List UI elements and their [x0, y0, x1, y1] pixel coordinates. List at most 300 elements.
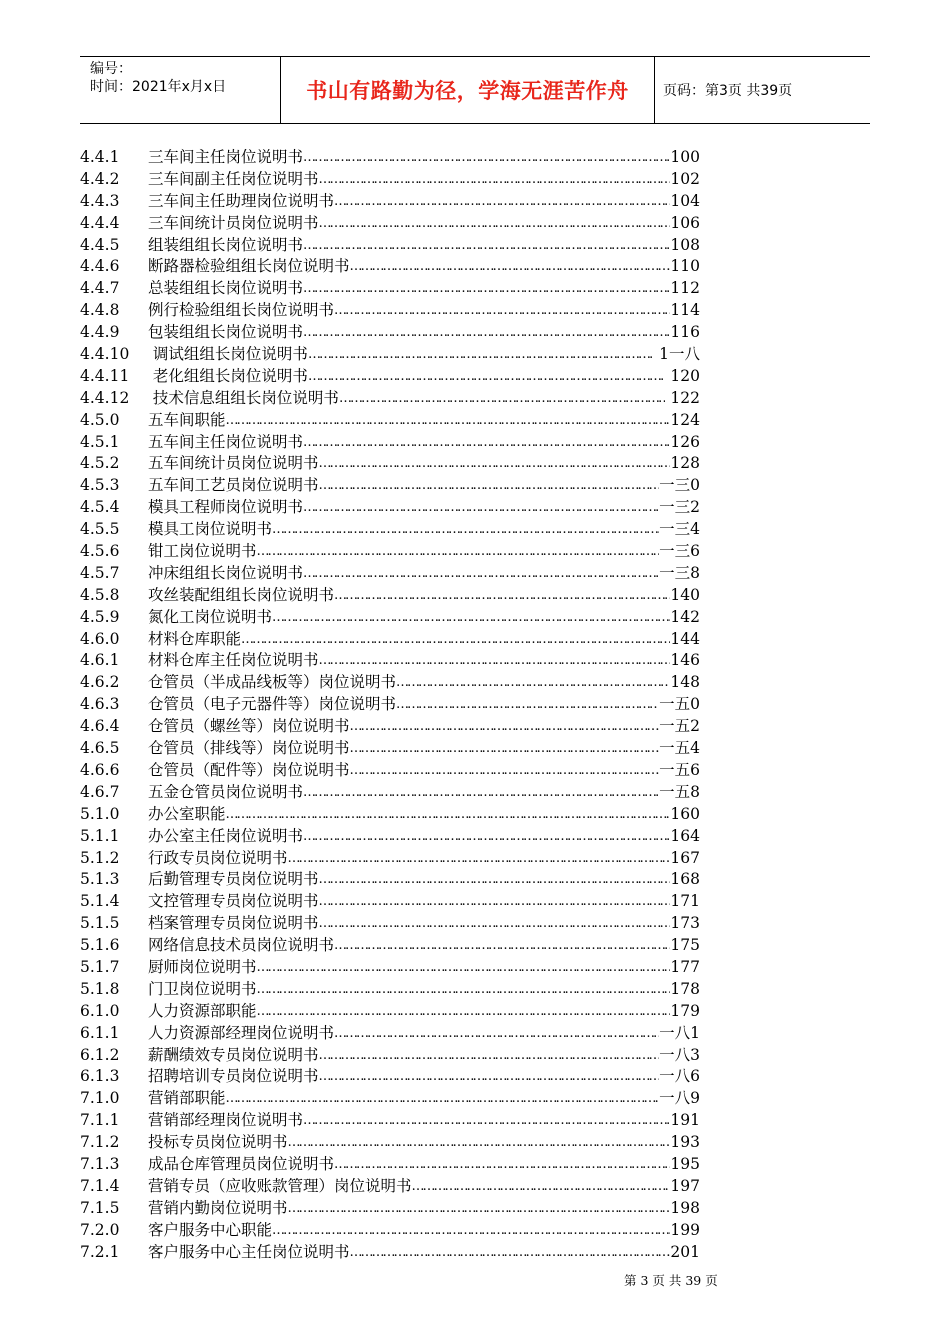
toc-entry-number: 5.1.5 — [80, 914, 120, 933]
toc-entry — [80, 738, 780, 760]
toc-entry-number: 4.4.3 — [80, 191, 120, 210]
toc-entry-page: 一五8 — [659, 782, 700, 801]
toc-entry-title: 调试组组长岗位说明书 — [148, 345, 308, 364]
toc-entry — [80, 607, 780, 629]
toc-entry-number: 4.6.0 — [80, 629, 120, 648]
toc-entry-title: 人力资源部职能 — [148, 1001, 257, 1020]
toc-entry-number: 4.4.8 — [80, 301, 120, 320]
toc-entry-page: 108 — [670, 235, 700, 254]
page-footer: 第 3 页 共 39 页 — [624, 1273, 718, 1288]
toc-entry-number: 7.1.4 — [80, 1176, 120, 1195]
toc-leader-dots — [319, 453, 671, 475]
toc-leader-dots — [303, 563, 659, 585]
toc-entry-body — [148, 322, 700, 344]
toc-entry-body — [148, 957, 700, 979]
toc-entry-page: 一五2 — [659, 717, 700, 736]
toc-entry-title: 氮化工岗位说明书 — [148, 607, 273, 626]
toc-entry-page: 140 — [670, 585, 700, 604]
toc-entry — [80, 541, 780, 563]
toc-entry — [80, 1198, 780, 1220]
serial-label: 编号： — [90, 61, 132, 77]
toc-leader-dots — [303, 497, 659, 519]
toc-leader-dots — [334, 585, 670, 607]
toc-entry — [80, 979, 780, 1001]
toc-leader-dots — [303, 235, 670, 257]
toc-entry-title: 厨师岗位说明书 — [148, 957, 257, 976]
toc-entry-number: 4.5.1 — [80, 432, 120, 451]
toc-entry-title: 技术信息组组长岗位说明书 — [148, 388, 339, 407]
toc-entry-page: 120 — [665, 366, 700, 385]
toc-entry-title: 仓管员（螺丝等）岗位说明书 — [148, 717, 350, 736]
toc-entry-page: 173 — [670, 914, 700, 933]
toc-entry-number: 4.4.1 — [80, 148, 120, 166]
toc-leader-dots — [272, 607, 670, 629]
toc-entry-page: 201 — [670, 1242, 700, 1261]
toc-entry-page: 一五6 — [659, 760, 700, 779]
table-of-contents — [80, 147, 780, 1263]
toc-leader-dots — [226, 804, 671, 826]
toc-entry-number: 5.1.7 — [80, 957, 120, 976]
toc-leader-dots — [303, 1110, 670, 1132]
toc-entry-page: 177 — [670, 957, 700, 976]
toc-entry-body — [148, 563, 700, 585]
toc-entry-body — [148, 672, 700, 694]
toc-entry-number: 4.5.2 — [80, 454, 120, 473]
toc-leader-dots — [226, 1088, 660, 1110]
toc-entry-title: 攻丝装配组组长岗位说明书 — [148, 585, 335, 604]
toc-entry-title: 五金仓管员岗位说明书 — [148, 782, 304, 801]
toc-leader-dots — [319, 1045, 660, 1067]
toc-entry-number: 4.5.8 — [80, 585, 120, 604]
toc-entry-body — [148, 1154, 700, 1176]
toc-leader-dots — [257, 957, 671, 979]
toc-entry-body — [148, 694, 700, 716]
toc-entry-body — [148, 1088, 700, 1110]
toc-entry-title: 文控管理专员岗位说明书 — [148, 892, 319, 911]
toc-entry-page: 124 — [670, 410, 700, 429]
toc-entry-title: 例行检验组组长岗位说明书 — [148, 301, 335, 320]
toc-entry-number: 6.1.0 — [80, 1001, 120, 1020]
toc-entry-body — [148, 585, 700, 607]
toc-leader-dots — [319, 213, 671, 235]
toc-entry-body — [148, 650, 700, 672]
toc-leader-dots — [319, 913, 671, 935]
toc-entry — [80, 1176, 780, 1198]
toc-entry-body — [148, 213, 700, 235]
toc-entry-page: 175 — [670, 936, 700, 955]
toc-entry-title: 包装组组长岗位说明书 — [148, 323, 304, 342]
toc-entry — [80, 519, 780, 541]
toc-entry-page: 一三0 — [659, 476, 700, 495]
toc-entry — [80, 1110, 780, 1132]
toc-entry-title: 材料仓库职能 — [148, 629, 242, 648]
toc-entry-page: 178 — [670, 979, 700, 998]
toc-leader-dots — [288, 1198, 671, 1220]
toc-leader-dots — [350, 760, 660, 782]
toc-entry-page: 128 — [670, 454, 700, 473]
toc-entry-number: 4.4.2 — [80, 169, 120, 188]
toc-entry-page: 198 — [670, 1198, 700, 1217]
toc-leader-dots — [319, 650, 671, 672]
toc-entry-page: 102 — [670, 169, 700, 188]
toc-entry-page: 146 — [670, 651, 700, 670]
toc-entry-number: 4.5.3 — [80, 476, 120, 495]
header-motto-cell — [280, 57, 655, 123]
toc-entry-body — [148, 607, 700, 629]
toc-entry-page: 142 — [670, 607, 700, 626]
toc-entry — [80, 278, 780, 300]
toc-leader-dots — [257, 1001, 671, 1023]
toc-entry-page: 114 — [670, 301, 700, 320]
toc-entry — [80, 300, 780, 322]
toc-entry-title: 办公室职能 — [148, 804, 226, 823]
toc-entry-body — [148, 235, 700, 257]
toc-entry — [80, 672, 780, 694]
toc-entry-number: 7.1.2 — [80, 1133, 120, 1152]
toc-entry-title: 成品仓库管理员岗位说明书 — [148, 1154, 335, 1173]
toc-entry — [80, 1154, 780, 1176]
toc-entry-number: 5.1.1 — [80, 826, 120, 845]
header-meta — [80, 57, 280, 123]
toc-entry-number: 4.4.4 — [80, 213, 120, 232]
toc-entry-title: 网络信息技术员岗位说明书 — [148, 936, 335, 955]
toc-entry-title: 模具工岗位说明书 — [148, 520, 273, 539]
toc-leader-dots — [350, 738, 660, 760]
toc-entry-title: 营销专员（应收账款管理）岗位说明书 — [148, 1176, 412, 1195]
toc-entry-title: 客户服务中心职能 — [148, 1220, 273, 1239]
toc-leader-dots — [334, 191, 670, 213]
toc-leader-dots — [272, 519, 659, 541]
toc-entry-number: 4.5.5 — [80, 520, 120, 539]
toc-entry — [80, 891, 780, 913]
toc-entry — [80, 826, 780, 848]
toc-entry-body — [148, 1220, 700, 1242]
toc-entry-page: 197 — [670, 1176, 700, 1195]
toc-leader-dots — [319, 475, 660, 497]
toc-entry-title: 办公室主任岗位说明书 — [148, 826, 304, 845]
toc-entry-body — [148, 869, 700, 891]
toc-entry-title: 模具工程师岗位说明书 — [148, 498, 304, 517]
toc-entry-page: 179 — [670, 1001, 700, 1020]
toc-leader-dots — [272, 1220, 670, 1242]
toc-entry-number: 4.5.4 — [80, 498, 120, 517]
toc-leader-dots — [350, 256, 671, 278]
toc-entry-title: 五车间主任岗位说明书 — [148, 432, 304, 451]
toc-entry-title: 投标专员岗位说明书 — [148, 1133, 288, 1152]
toc-entry-body — [148, 410, 700, 432]
toc-entry-body — [148, 1132, 700, 1154]
toc-entry-title: 冲床组组长岗位说明书 — [148, 563, 304, 582]
toc-entry-title: 三车间副主任岗位说明书 — [148, 169, 319, 188]
toc-entry-body — [148, 782, 700, 804]
toc-leader-dots — [241, 629, 670, 651]
toc-entry-page: 148 — [670, 673, 700, 692]
toc-entry-body — [148, 432, 700, 454]
toc-entry — [80, 1023, 780, 1045]
toc-entry-title: 仓管员（半成品线板等）岗位说明书 — [148, 673, 397, 692]
toc-entry-page: 一八1 — [659, 1023, 700, 1042]
toc-entry-page: 144 — [670, 629, 700, 648]
toc-entry-body — [148, 300, 700, 322]
toc-entry-title: 营销部经理岗位说明书 — [148, 1111, 304, 1130]
toc-entry-number: 4.6.2 — [80, 673, 120, 692]
toc-entry — [80, 1242, 780, 1264]
toc-leader-dots — [412, 1176, 671, 1198]
toc-entry-title: 材料仓库主任岗位说明书 — [148, 651, 319, 670]
toc-entry-body — [148, 1023, 700, 1045]
toc-leader-dots — [350, 716, 660, 738]
toc-entry-title: 营销部职能 — [148, 1089, 226, 1108]
toc-entry — [80, 1220, 780, 1242]
toc-entry — [80, 585, 780, 607]
toc-entry-title: 仓管员（电子元器件等）岗位说明书 — [148, 695, 397, 714]
toc-entry-number: 6.1.2 — [80, 1045, 120, 1064]
toc-entry — [80, 935, 780, 957]
toc-entry-body — [148, 1066, 700, 1088]
toc-entry-number: 4.6.5 — [80, 739, 120, 758]
toc-entry-number: 4.5.6 — [80, 542, 120, 561]
toc-entry-body — [148, 629, 700, 651]
toc-entry-number: 7.2.0 — [80, 1220, 120, 1239]
toc-entry — [80, 410, 780, 432]
toc-entry-number: 4.6.1 — [80, 651, 120, 670]
toc-entry-title: 招聘培训专员岗位说明书 — [148, 1067, 319, 1086]
toc-entry-body — [148, 891, 700, 913]
toc-entry — [80, 760, 780, 782]
toc-leader-dots — [288, 848, 671, 870]
toc-entry-body — [148, 344, 700, 366]
toc-entry-body — [148, 191, 700, 213]
toc-entry-page: 106 — [670, 213, 700, 232]
toc-entry-page: 一八9 — [659, 1089, 700, 1108]
toc-entry-number: 7.2.1 — [80, 1242, 120, 1261]
toc-leader-dots — [334, 935, 670, 957]
toc-entry-body — [148, 147, 700, 169]
toc-entry-page: 193 — [670, 1133, 700, 1152]
toc-entry-title: 客户服务中心主任岗位说明书 — [148, 1242, 350, 1261]
toc-entry-number: 4.6.7 — [80, 782, 120, 801]
toc-entry-page: 一八6 — [659, 1067, 700, 1086]
toc-entry-title: 薪酬绩效专员岗位说明书 — [148, 1045, 319, 1064]
toc-entry — [80, 388, 780, 410]
toc-leader-dots — [339, 388, 666, 410]
toc-entry-body — [148, 388, 700, 410]
toc-entry-body — [148, 169, 700, 191]
toc-entry — [80, 191, 780, 213]
toc-entry-title: 钳工岗位说明书 — [148, 542, 257, 561]
toc-entry-title: 五车间统计员岗位说明书 — [148, 454, 319, 473]
toc-leader-dots — [226, 410, 671, 432]
toc-entry-number: 5.1.3 — [80, 870, 120, 889]
toc-entry — [80, 848, 780, 870]
toc-entry-page: 1一八 — [654, 345, 700, 364]
toc-entry-body — [148, 826, 700, 848]
toc-entry-page: 一八3 — [659, 1045, 700, 1064]
toc-entry-body — [148, 278, 700, 300]
toc-entry-body — [148, 716, 700, 738]
toc-entry-title: 三车间主任岗位说明书 — [148, 148, 304, 166]
toc-leader-dots — [303, 782, 659, 804]
toc-leader-dots — [303, 278, 670, 300]
toc-entry-body — [148, 1176, 700, 1198]
toc-entry-number: 4.6.3 — [80, 695, 120, 714]
toc-entry-page: 一五0 — [659, 695, 700, 714]
toc-entry-body — [148, 1198, 700, 1220]
header-page-info: 页码：第3页 共39页 — [663, 83, 793, 99]
toc-entry-page: 116 — [670, 323, 700, 342]
toc-entry — [80, 213, 780, 235]
toc-entry-page: 110 — [670, 257, 700, 276]
toc-entry-page: 一三4 — [659, 520, 700, 539]
toc-entry-number: 4.5.0 — [80, 410, 120, 429]
toc-entry-number: 4.4.7 — [80, 279, 120, 298]
toc-entry-page: 112 — [670, 279, 700, 298]
toc-entry-title: 仓管员（排线等）岗位说明书 — [148, 739, 350, 758]
toc-entry — [80, 169, 780, 191]
toc-entry-page: 122 — [665, 388, 700, 407]
toc-entry — [80, 453, 780, 475]
toc-leader-dots — [396, 672, 670, 694]
page-header — [80, 56, 870, 124]
time-label: 时间：2021年x月x日 — [90, 79, 227, 95]
toc-entry-number: 4.4.12 — [80, 388, 130, 407]
toc-entry — [80, 497, 780, 519]
toc-entry-page: 104 — [670, 191, 700, 210]
toc-entry — [80, 629, 780, 651]
header-page-info-cell — [655, 57, 870, 123]
toc-entry-body — [148, 366, 700, 388]
toc-entry-number: 7.1.3 — [80, 1154, 120, 1173]
toc-entry-number: 4.4.5 — [80, 235, 120, 254]
toc-entry-body — [148, 1110, 700, 1132]
toc-leader-dots — [257, 979, 671, 1001]
toc-entry-body — [148, 256, 700, 278]
toc-entry-number: 4.5.9 — [80, 607, 120, 626]
toc-entry-number: 7.1.5 — [80, 1198, 120, 1217]
toc-entry — [80, 432, 780, 454]
toc-entry-body — [148, 979, 700, 1001]
toc-entry-page: 168 — [670, 870, 700, 889]
toc-entry-title: 门卫岗位说明书 — [148, 979, 257, 998]
toc-entry-body — [148, 475, 700, 497]
toc-entry-title: 仓管员（配件等）岗位说明书 — [148, 760, 350, 779]
toc-entry-number: 4.4.6 — [80, 257, 120, 276]
toc-entry-title: 营销内勤岗位说明书 — [148, 1198, 288, 1217]
toc-entry-body — [148, 738, 700, 760]
toc-entry-number: 4.6.4 — [80, 717, 120, 736]
toc-entry-page: 167 — [670, 848, 700, 867]
toc-entry — [80, 322, 780, 344]
toc-entry-body — [148, 541, 700, 563]
toc-entry — [80, 957, 780, 979]
toc-leader-dots — [334, 1154, 670, 1176]
toc-entry — [80, 475, 780, 497]
toc-entry — [80, 782, 780, 804]
toc-entry-body — [148, 1045, 700, 1067]
toc-leader-dots — [303, 322, 670, 344]
toc-entry-title: 行政专员岗位说明书 — [148, 848, 288, 867]
toc-entry-body — [148, 913, 700, 935]
toc-entry-body — [148, 453, 700, 475]
toc-entry-title: 后勤管理专员岗位说明书 — [148, 870, 319, 889]
toc-entry-number: 7.1.0 — [80, 1089, 120, 1108]
toc-leader-dots — [308, 344, 654, 366]
toc-entry — [80, 563, 780, 585]
toc-leader-dots — [303, 432, 670, 454]
toc-entry-title: 断路器检验组组长岗位说明书 — [148, 257, 350, 276]
toc-entry-page: 199 — [670, 1220, 700, 1239]
toc-entry-body — [148, 935, 700, 957]
toc-leader-dots — [319, 1066, 660, 1088]
toc-entry-title: 档案管理专员岗位说明书 — [148, 914, 319, 933]
toc-entry-page: 171 — [670, 892, 700, 911]
toc-entry-number: 4.5.7 — [80, 563, 120, 582]
toc-entry-page: 160 — [670, 804, 700, 823]
toc-entry-page: 一三2 — [659, 498, 700, 517]
toc-entry-page: 一三6 — [659, 542, 700, 561]
toc-entry — [80, 344, 780, 366]
toc-entry-page: 100 — [670, 148, 700, 166]
toc-entry-title: 五车间工艺员岗位说明书 — [148, 476, 319, 495]
toc-entry-number: 4.4.9 — [80, 323, 120, 342]
toc-entry-body — [148, 519, 700, 541]
toc-entry — [80, 1045, 780, 1067]
toc-entry — [80, 716, 780, 738]
toc-entry-title: 组装组组长岗位说明书 — [148, 235, 304, 254]
toc-entry-title: 三车间主任助理岗位说明书 — [148, 191, 335, 210]
toc-leader-dots — [350, 1242, 671, 1264]
toc-entry — [80, 1088, 780, 1110]
toc-entry-title: 三车间统计员岗位说明书 — [148, 213, 319, 232]
toc-entry-page: 195 — [670, 1154, 700, 1173]
toc-entry-number: 7.1.1 — [80, 1111, 120, 1130]
toc-entry — [80, 869, 780, 891]
toc-entry-title: 总装组组长岗位说明书 — [148, 279, 304, 298]
toc-entry-title: 人力资源部经理岗位说明书 — [148, 1023, 335, 1042]
toc-leader-dots — [396, 694, 659, 716]
toc-entry-number: 5.1.2 — [80, 848, 120, 867]
toc-leader-dots — [308, 366, 666, 388]
toc-entry-body — [148, 760, 700, 782]
toc-leader-dots — [319, 869, 671, 891]
toc-entry — [80, 804, 780, 826]
toc-entry-title: 老化组组长岗位说明书 — [148, 366, 308, 385]
toc-leader-dots — [334, 1023, 659, 1045]
toc-entry-number: 5.1.6 — [80, 936, 120, 955]
toc-entry — [80, 1066, 780, 1088]
toc-entry — [80, 694, 780, 716]
toc-leader-dots — [319, 169, 671, 191]
toc-entry-body — [148, 804, 700, 826]
toc-entry — [80, 1132, 780, 1154]
toc-leader-dots — [334, 300, 670, 322]
toc-entry-title: 五车间职能 — [148, 410, 226, 429]
toc-entry-page: 一五4 — [659, 739, 700, 758]
toc-entry-body — [148, 848, 700, 870]
toc-entry-number: 4.4.10 — [80, 345, 130, 364]
toc-entry-number: 5.1.0 — [80, 804, 120, 823]
toc-entry-number: 6.1.1 — [80, 1023, 120, 1042]
toc-leader-dots — [288, 1132, 671, 1154]
toc-entry-number: 5.1.8 — [80, 979, 120, 998]
toc-leader-dots — [257, 541, 660, 563]
toc-leader-dots — [303, 147, 670, 169]
toc-entry-page: 126 — [670, 432, 700, 451]
toc-entry-page: 一三8 — [659, 563, 700, 582]
toc-entry — [80, 650, 780, 672]
toc-entry-number: 6.1.3 — [80, 1067, 120, 1086]
toc-entry — [80, 256, 780, 278]
